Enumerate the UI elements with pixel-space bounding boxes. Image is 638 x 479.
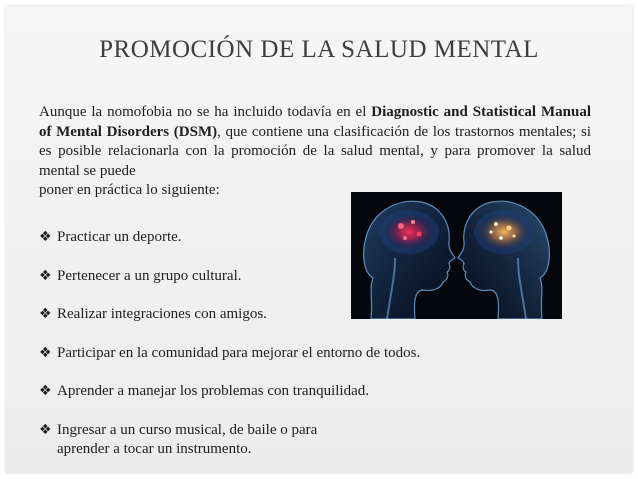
diamond-bullet-icon: ❖ bbox=[39, 267, 52, 284]
list-item-text: Aprender a manejar los problemas con tranquilidad. bbox=[57, 383, 369, 400]
diamond-bullet-icon: ❖ bbox=[39, 344, 52, 361]
list-item-continuation: aprender a tocar un instrumento. bbox=[57, 440, 252, 457]
list-item-text: Participar en la comunidad para mejorar el entorno de todos. bbox=[57, 344, 421, 361]
list-item-text: Pertenecer a un grupo cultural. bbox=[57, 267, 242, 284]
intro-text-bold: Diagnostic and Statistical Manual of Mental Disorders (DSM) bbox=[39, 104, 591, 140]
list-item bbox=[39, 228, 599, 247]
list-item bbox=[39, 267, 599, 286]
diamond-bullet-icon: ❖ bbox=[39, 229, 52, 245]
intro-text-last-line: poner en práctica lo siguiente: bbox=[39, 182, 220, 199]
list-item bbox=[39, 344, 599, 363]
diamond-bullet-icon: ❖ bbox=[39, 306, 52, 323]
list-item-text: Realizar integraciones con amigos. bbox=[57, 306, 267, 323]
slide bbox=[6, 6, 632, 473]
intro-text-part2: , que contiene una clasificación de los trastornos mentales; si es posible relacionarla con la promoción de la salud mental, y para promover la salud mental se puede bbox=[39, 123, 591, 179]
list-item bbox=[39, 382, 599, 401]
diamond-bullet-icon: ❖ bbox=[39, 421, 52, 438]
list-item bbox=[39, 305, 599, 324]
slide-title: PROMOCIÓN DE LA SALUD MENTAL bbox=[99, 36, 539, 63]
recommendations-list bbox=[39, 228, 599, 479]
diamond-bullet-icon: ❖ bbox=[39, 383, 52, 400]
intro-paragraph bbox=[39, 103, 591, 201]
list-item-text: Practicar un deporte. bbox=[57, 229, 182, 245]
list-item-text: Ingresar a un curso musical, de baile o para bbox=[57, 421, 318, 438]
list-item bbox=[39, 421, 599, 459]
intro-text-part1: Aunque la nomofobia no se ha incluido todavía en el bbox=[39, 104, 372, 120]
